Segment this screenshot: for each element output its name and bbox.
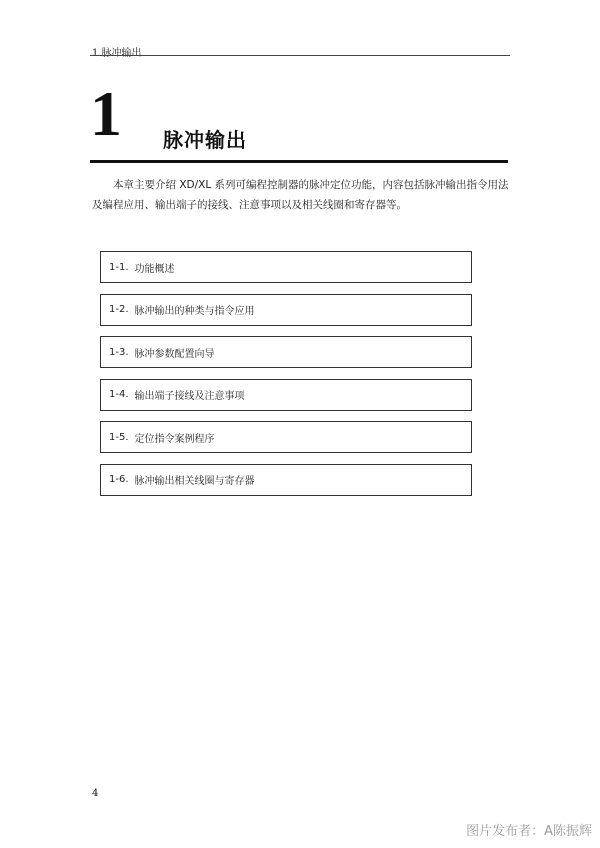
toc-item-number: 1-4.: [109, 389, 129, 400]
toc-item-6[interactable]: [100, 464, 472, 496]
toc-item-number: 1-6.: [109, 474, 129, 485]
watermark: 图片发布者：A陈振辉: [466, 824, 592, 839]
toc-item-4[interactable]: [100, 379, 472, 411]
toc-item-number: 1-2.: [109, 304, 129, 315]
toc-item-number: 1-3.: [109, 346, 129, 358]
toc-item-5[interactable]: [100, 421, 472, 453]
toc-item-label: 功能概述: [134, 263, 175, 275]
toc-item-1[interactable]: [100, 251, 472, 283]
title-rule: [90, 160, 508, 163]
toc-item-number: 1-1.: [109, 261, 129, 273]
toc-item-2[interactable]: [100, 294, 472, 326]
toc-item-number: 1-5.: [109, 431, 129, 443]
toc-item-label: 脉冲输出相关线圈与寄存器: [134, 476, 255, 487]
toc-item-label: 脉冲参数配置向导: [134, 348, 215, 360]
toc-item-label: 输出端子接线及注意事项: [134, 391, 245, 402]
running-header: 1 脉冲输出: [92, 48, 142, 59]
header-rule: [90, 55, 510, 56]
page-number: 4: [92, 788, 99, 799]
toc-item-3[interactable]: [100, 336, 472, 368]
intro-paragraph: 本章主要介绍 XD/XL 系列可编程控制器的脉冲定位功能，内容包括脉冲输出指令用法及编程应用、输出端子的接线、注意事项以及相关线圈和寄存器等。: [92, 179, 509, 211]
toc-item-label: 定位指令案例程序: [134, 433, 215, 445]
chapter-number: 1: [90, 78, 122, 149]
table-of-contents: [100, 251, 472, 506]
chapter-title: 脉冲输出: [163, 128, 247, 152]
toc-item-label: 脉冲输出的种类与指令应用: [134, 306, 255, 317]
